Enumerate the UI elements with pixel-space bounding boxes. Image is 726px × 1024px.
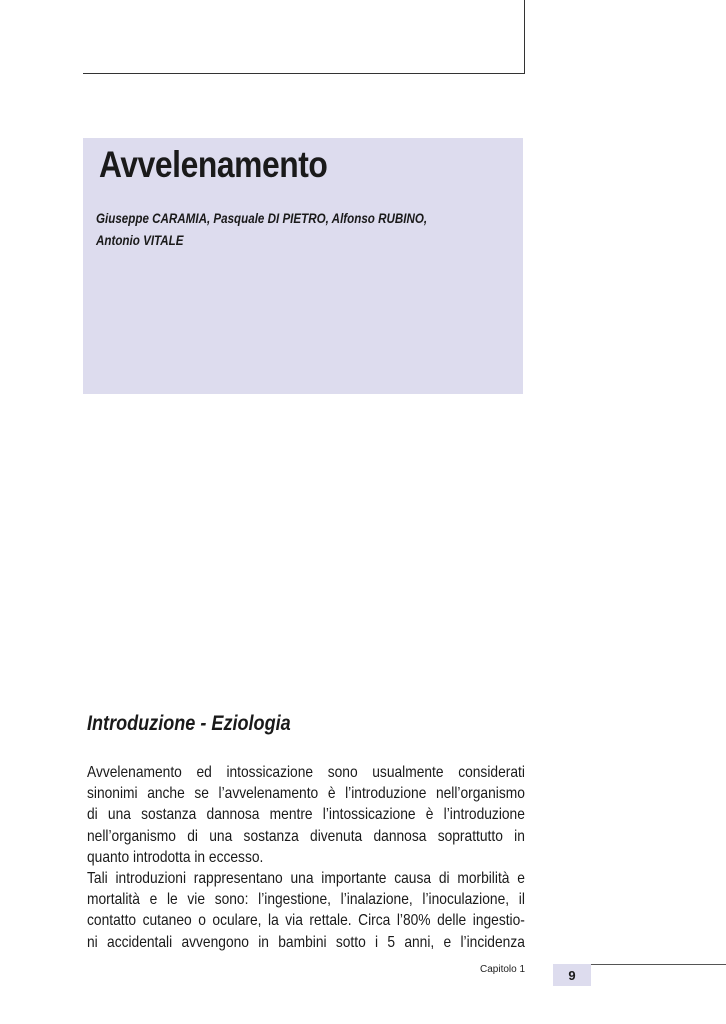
section-heading: Introduzione - Eziologia: [87, 712, 291, 735]
text-line: sinonimi anche se l’avvelenamento è l’introduzione nell’organismo: [87, 785, 525, 803]
corner-rule-vertical: [524, 0, 525, 74]
body-paragraph: [87, 762, 525, 953]
text-line: quanto introdotta in eccesso.: [87, 848, 264, 866]
text-line: mortalità e le vie sono: l’ingestione, l’inalazione, l’inoculazione, il: [87, 891, 525, 909]
corner-rule-horizontal: [83, 73, 525, 74]
page-number: 9: [553, 964, 591, 986]
text-line: Tali introduzioni rappresentano una importante causa di morbilità e: [87, 869, 525, 887]
text-line: di una sostanza dannosa mentre l’intossicazione è l’introduzione: [87, 806, 525, 824]
authors-line: Giuseppe CARAMIA, Pasquale DI PIETRO, Alfonso RUBINO,: [96, 211, 428, 226]
text-line: ni accidentali avvengono in bambini sotto i 5 anni, e l’incidenza: [87, 933, 525, 951]
text-line: nell’organismo di una sostanza divenuta dannosa soprattutto in: [87, 827, 525, 845]
footer-chapter-label: Capitolo 1: [480, 964, 526, 975]
chapter-title-box: [83, 138, 523, 394]
authors-line: Antonio VITALE: [96, 233, 184, 248]
text-line: contatto cutaneo o oculare, la via rettale. Circa l’80% delle ingestio-: [87, 912, 525, 930]
text-line: Avvelenamento ed intossicazione sono usualmente considerati: [87, 764, 525, 781]
chapter-authors: [96, 208, 500, 252]
chapter-title: Avvelenamento: [99, 144, 328, 185]
